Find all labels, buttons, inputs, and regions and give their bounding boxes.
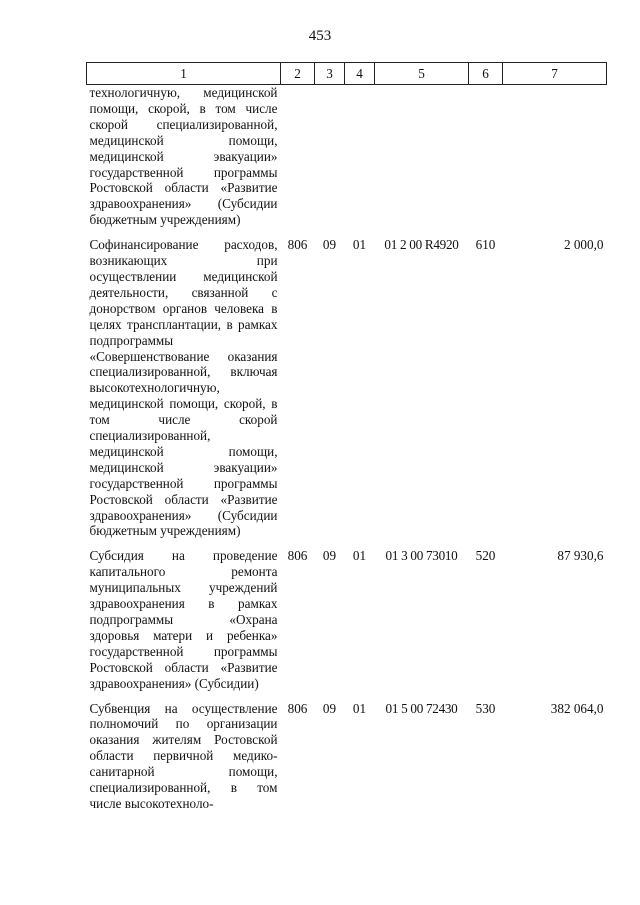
row-subsection: 01	[352, 700, 367, 716]
row-amount: 87 930,6	[557, 548, 604, 564]
table-row	[87, 701, 607, 812]
page-number: 453	[308, 28, 332, 44]
row-amount	[503, 85, 607, 238]
row-grbs: 806	[287, 700, 308, 716]
row-section: 09	[322, 548, 337, 564]
row-target-article: 01 2 00 R4920	[384, 237, 459, 253]
row-grbs	[281, 85, 315, 238]
row-description: технологичную, медицинской помощи, скорой, в том числе скорой специализированной, медицинской помощи, медицинской эвакуации» государственной программы Ростовской области «Развитие здравоохранения» (Субсидии бюджетным учреждениям)	[89, 85, 278, 228]
row-grbs: 806	[287, 548, 308, 564]
row-subsection: 01	[352, 237, 367, 253]
row-description: Софинансирование расходов, возникающих при осуществлении медицинской деятельности, связанной с донорством органов человека в целях трансплантации, в рамках подпрограммы «Совершенствование оказания специализированной, включая высокотехнологичную, медицинской помощи, скорой, в том числе скорой специализированной, медицинской помощи, медицинской эвакуации» государственной программы Ростовской области «Развитие здравоохранения» (Субсидии бюджетным учреждениям)	[89, 237, 278, 539]
row-subsection	[345, 85, 375, 238]
row-expense-type	[469, 85, 503, 238]
row-target-article: 01 3 00 73010	[385, 548, 458, 564]
column-header-7: 7	[503, 63, 607, 85]
row-subsection: 01	[352, 548, 367, 564]
row-description: Субсидия на проведение капитального ремонта муниципальных учреждений здравоохранения в рамках подпрограммы «Охрана здоровья матери и ребенка» государственной программы Ростовской области «Развитие здравоохранения» (Субсидии)	[89, 548, 278, 691]
row-section: 09	[322, 700, 337, 716]
row-description: Субвенция на осуществление полномочий по организации оказания жителям Ростовской области первичной медико-санитарной помощи, специализированной, в том числе высокотехноло-	[89, 700, 278, 811]
row-target-article: 01 5 00 72430	[385, 700, 458, 716]
row-amount: 2 000,0	[563, 237, 604, 253]
column-header-3: 3	[315, 63, 345, 85]
row-expense-type: 610	[475, 237, 496, 253]
row-expense-type: 520	[475, 548, 496, 564]
budget-table	[86, 62, 607, 812]
row-target-article	[375, 85, 469, 238]
column-header-1: 1	[87, 63, 281, 85]
table-header-row	[87, 63, 607, 85]
row-amount: 382 064,0	[550, 700, 604, 716]
table-row	[87, 85, 607, 238]
column-header-6: 6	[469, 63, 503, 85]
row-section	[315, 85, 345, 238]
table-row	[87, 237, 607, 548]
table-row	[87, 548, 607, 700]
column-header-4: 4	[345, 63, 375, 85]
column-header-2: 2	[281, 63, 315, 85]
row-section: 09	[322, 237, 337, 253]
row-grbs: 806	[287, 237, 308, 253]
column-header-5: 5	[375, 63, 469, 85]
row-expense-type: 530	[475, 700, 496, 716]
